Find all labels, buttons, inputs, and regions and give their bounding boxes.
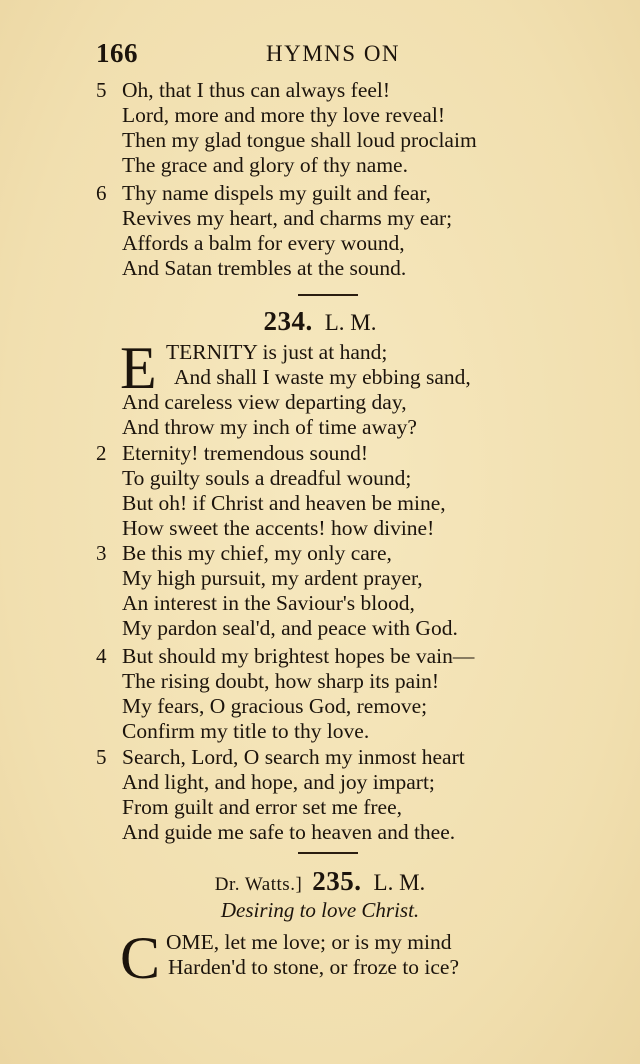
hymn-234-verse-1: [96, 335, 576, 440]
verse-number: 3: [96, 541, 107, 565]
hymn-235-heading: [0, 866, 640, 897]
verse-line: Be this my chief, my only care,: [122, 541, 392, 565]
verse-line: How sweet the accents! how divine!: [122, 516, 435, 540]
verse-number: 2: [96, 441, 107, 465]
verse-line: And guide me safe to heaven and thee.: [122, 820, 456, 844]
verse-line: But oh! if Christ and heaven be mine,: [122, 491, 446, 515]
hymn-author: Dr. Watts.]: [214, 874, 303, 895]
hymn-234-verse-4: [96, 644, 576, 744]
verse-line: Revives my heart, and charms my ear;: [122, 206, 453, 230]
verse-number: 4: [96, 644, 107, 668]
hymn-234-verse-2: [96, 441, 576, 541]
page-number: 166: [96, 38, 138, 68]
verse-number: 6: [96, 181, 107, 205]
section-divider: [298, 852, 358, 854]
hymn-meter: L. M.: [324, 310, 377, 335]
hymn-meter: L. M.: [373, 870, 426, 895]
verse-line: But should my brightest hopes be vain—: [122, 644, 475, 668]
hymn-234-heading: [0, 306, 640, 337]
hymn-title: Desiring to love Christ.: [220, 898, 420, 922]
verse-line: Confirm my title to thy love.: [122, 719, 370, 743]
verse-line: An interest in the Saviour's blood,: [122, 591, 415, 615]
verse-continued-6: [96, 181, 576, 281]
section-divider: [298, 294, 358, 296]
verse-line: Oh, that I thus can always feel!: [122, 78, 391, 102]
drop-cap: C: [120, 925, 161, 991]
verse-line: My fears, O gracious God, remove;: [122, 694, 428, 718]
hymn-234-verse-3: [96, 541, 576, 641]
verse-line: The grace and glory of thy name.: [122, 153, 408, 177]
verse-line: My high pursuit, my ardent prayer,: [122, 566, 423, 590]
verse-line: And light, and hope, and joy impart;: [122, 770, 435, 794]
verse-number: 5: [96, 745, 107, 769]
verse-line: Thy name dispels my guilt and fear,: [122, 181, 432, 205]
verse-number: 5: [96, 78, 107, 102]
verse-line: Search, Lord, O search my inmost heart: [122, 745, 465, 769]
running-head: HYMNS ON: [266, 41, 401, 66]
hymn-234-verse-5: [96, 745, 576, 845]
verse-line: Then my glad tongue shall loud proclaim: [122, 128, 477, 152]
verse-line: Affords a balm for every wound,: [122, 231, 405, 255]
verse-line: And Satan trembles at the sound.: [122, 256, 407, 280]
hymn-number: 235.: [312, 866, 362, 896]
verse-line: From guilt and error set me free,: [122, 795, 403, 819]
verse-line: Harden'd to stone, or froze to ice?: [168, 955, 460, 979]
verse-continued-5: [96, 78, 576, 178]
verse-line: And careless view departing day,: [122, 390, 407, 414]
verse-line: TERNITY is just at hand;: [166, 340, 388, 364]
verse-line: OME, let me love; or is my mind: [166, 930, 452, 954]
verse-line: My pardon seal'd, and peace with God.: [122, 616, 458, 640]
verse-line: Eternity! tremendous sound!: [122, 441, 369, 465]
hymn-235-verse-1: [96, 925, 576, 991]
verse-line: Lord, more and more thy love reveal!: [122, 103, 445, 127]
verse-line: And throw my inch of time away?: [122, 415, 417, 439]
verse-line: To guilty souls a dreadful wound;: [122, 466, 412, 490]
verse-line: And shall I waste my ebbing sand,: [174, 365, 471, 389]
hymn-number: 234.: [263, 306, 313, 336]
page-header: [96, 38, 566, 72]
verse-line: The rising doubt, how sharp its pain!: [122, 669, 440, 693]
drop-cap: E: [120, 335, 157, 401]
